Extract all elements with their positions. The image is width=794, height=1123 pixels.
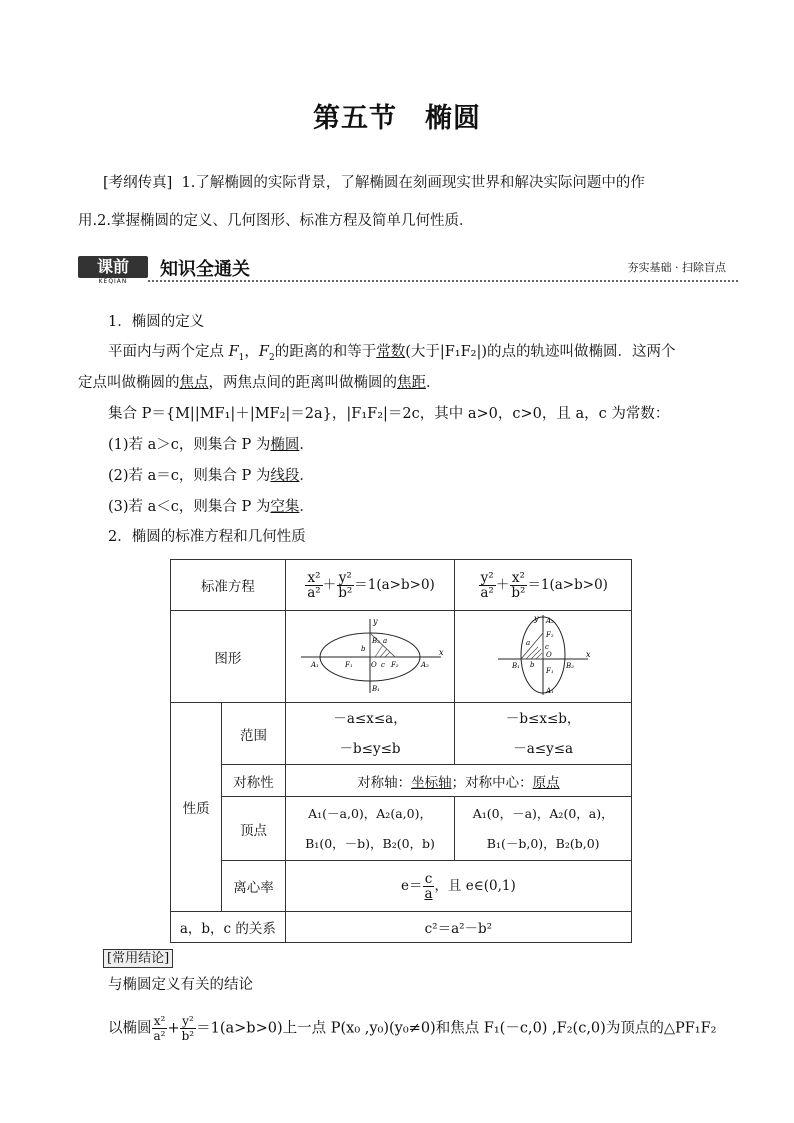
common-line2: 以椭圆 $\frac{\text{x²}}{\text{a²}}$ + $\frac{\text{y²}}{\text{b²}}$ ＝1(a>b>0)上一点 P(x₀ ,y₀)(y₀≠0)和焦点 F₁(－c,0) ,F₂(c,0)为顶点的△PF₁F₂ xyxy=(108,1014,717,1043)
label-relation: a，b，c 的关系 xyxy=(171,912,286,943)
svg-text:B₁: B₁ xyxy=(512,661,521,670)
sec1-case3: (3)若 a＜c，则集合 P 为空集． xyxy=(108,499,314,515)
svg-text:y: y xyxy=(373,616,378,626)
table-row xyxy=(171,560,632,611)
syllabus-tag: [考纲传真] xyxy=(103,175,173,191)
svg-text:B₂: B₂ xyxy=(566,661,575,670)
row-label-standard: 标准方程 xyxy=(171,560,286,611)
vertex-vertical: A₁(0，－a)，A₂(0，a)， B₁(－b,0)，B₂(b,0) xyxy=(455,797,632,861)
svg-text:b: b xyxy=(361,644,366,653)
page-title: 第五节 椭圆 xyxy=(313,103,481,134)
common-conclusion-tag: [常用结论] xyxy=(103,949,173,968)
svg-text:b: b xyxy=(530,660,535,669)
sec1-body-line2: 定点叫做椭圆的焦点，两焦点间的距离叫做椭圆的焦距． xyxy=(78,375,441,391)
range-vertical: －b≤x≤b， －a≤y≤a xyxy=(455,703,632,765)
sec1-case2: (2)若 a＝c，则集合 P 为线段． xyxy=(108,468,314,484)
table-row xyxy=(171,861,632,912)
svg-text:A₁: A₁ xyxy=(546,686,555,695)
row-label-graph: 图形 xyxy=(171,611,286,703)
syllabus-line1: [考纲传真] 1.了解椭圆的实际背景，了解椭圆在刻画现实世界和解决实际问题中的作 xyxy=(103,175,645,191)
svg-text:F₂: F₂ xyxy=(546,630,554,639)
table-row xyxy=(171,797,632,861)
eq-vertical: $\frac{\text{y²}}{\text{a²}}$ ＋ $\frac{\text{x²}}{\text{b²}}$ ＝1(a>b>0) xyxy=(455,560,632,611)
svg-text:F₁: F₁ xyxy=(345,660,353,669)
banner-tag: 课前 xyxy=(78,256,148,278)
common-line1: 与椭圆定义有关的结论 xyxy=(108,977,253,993)
sec1-body-line1: 平面内与两个定点 $F_1$，$F_2$的距离的和等于常数(大于|F₁F₂|)的点的轨迹叫做椭圆．这两个 xyxy=(108,344,676,363)
svg-text:O: O xyxy=(371,660,377,669)
table-row xyxy=(171,912,632,943)
svg-text:A₁: A₁ xyxy=(311,660,319,669)
range-horizontal: －a≤x≤a， －b≤y≤b xyxy=(285,703,455,765)
graph-horizontal xyxy=(285,611,455,703)
symmetry-value: 对称轴：坐标轴；对称中心：原点 xyxy=(285,765,631,797)
row-label-properties: 性质 xyxy=(171,703,222,912)
syllabus-line2: 用.2.掌握椭圆的定义、几何图形、标准方程及简单几何性质． xyxy=(78,213,474,229)
sec1-set-line: 集合 P＝{M||MF₁|＋|MF₂|＝2a}，|F₁F₂|＝2c，其中 a>0，c>0，且 a，c 为常数： xyxy=(108,406,670,422)
banner-tag-sub: KEQIAN xyxy=(98,278,128,285)
svg-text:y: y xyxy=(534,613,539,623)
svg-text:a: a xyxy=(526,638,531,647)
horizontal-ellipse-figure xyxy=(295,615,445,695)
banner-slogan: 夯实基础 · 扫除盲点 xyxy=(627,261,726,274)
svg-text:F₂: F₂ xyxy=(391,660,399,669)
table-row xyxy=(171,765,632,797)
svg-text:c: c xyxy=(545,642,550,651)
svg-text:F₁: F₁ xyxy=(546,666,554,675)
vertex-horizontal: A₁(－a,0)，A₂(a,0)， B₁(0，－b)，B₂(0，b) xyxy=(285,797,455,861)
ellipse-properties-table xyxy=(170,559,632,943)
label-eccentricity: 离心率 xyxy=(222,861,286,912)
sec1-heading: 1．椭圆的定义 xyxy=(108,314,205,330)
graph-vertical xyxy=(455,611,632,703)
svg-text:A₂: A₂ xyxy=(546,616,555,625)
svg-text:A₂: A₂ xyxy=(421,660,429,669)
svg-text:B₁: B₁ xyxy=(372,684,380,693)
svg-text:B₂: B₂ xyxy=(372,636,380,645)
vertical-ellipse-figure xyxy=(468,613,618,697)
relation-value: c²＝a²－b² xyxy=(285,912,631,943)
eq-horizontal: $\frac{\text{x²}}{\text{a²}}$ ＋ $\frac{\text{y²}}{\text{b²}}$ ＝1(a>b>0) xyxy=(285,560,455,611)
table-row xyxy=(171,703,632,765)
label-vertex: 顶点 xyxy=(222,797,286,861)
svg-text:O: O xyxy=(546,650,552,659)
label-range: 范围 xyxy=(222,703,286,765)
banner-name: 知识全通关 xyxy=(160,259,250,280)
label-symmetry: 对称性 xyxy=(222,765,286,797)
svg-text:x: x xyxy=(586,649,591,659)
table-row xyxy=(171,611,632,703)
eccentricity-value: e＝ $\frac{c}{a}$ ，且 e∈(0,1) xyxy=(285,861,631,912)
sec1-case1: (1)若 a＞c，则集合 P 为椭圆． xyxy=(108,437,314,453)
svg-text:x: x xyxy=(439,647,444,657)
banner-divider xyxy=(148,280,738,282)
section-banner xyxy=(78,256,738,286)
svg-text:c: c xyxy=(381,660,385,669)
svg-text:a: a xyxy=(383,636,388,645)
sec2-heading: 2．椭圆的标准方程和几何性质 xyxy=(108,529,306,545)
